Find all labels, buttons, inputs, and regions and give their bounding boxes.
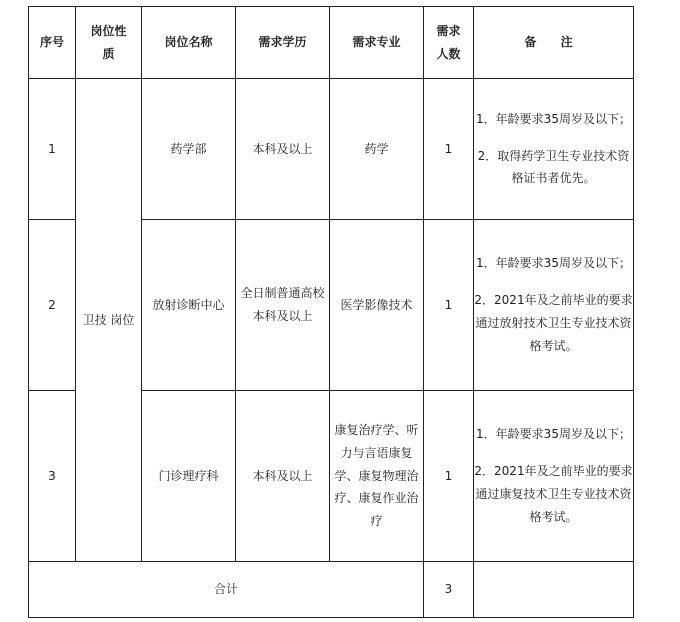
row-name: 放射诊断中心	[142, 220, 236, 391]
header-seq: 序号	[29, 7, 76, 79]
position-nature-cell: 卫技 岗位	[76, 79, 142, 562]
header-major: 需求专业	[330, 7, 424, 79]
row-major: 药学	[330, 79, 424, 220]
row-education: 全日制普通高校本科及以上	[236, 220, 330, 391]
row-seq: 2	[29, 220, 76, 391]
remark-line: 2．取得药学卫生专业技术资格证书者优先。	[477, 148, 630, 186]
total-label: 合计	[29, 562, 424, 618]
remark-line: 1．年龄要求35周岁及以下；	[476, 111, 631, 126]
row-count: 1	[424, 79, 474, 220]
header-name: 岗位名称	[142, 7, 236, 79]
table-header-row	[29, 7, 634, 79]
row-education: 本科及以上	[236, 391, 330, 562]
recruitment-table	[28, 6, 634, 618]
table-row	[29, 79, 634, 220]
remark-line: 1．年龄要求35周岁及以下；	[476, 256, 631, 271]
remark-line: 2．2021年及之前毕业的要求通过康复技术卫生专业技术资格考试。	[474, 464, 633, 524]
row-count: 1	[424, 391, 474, 562]
total-row	[29, 562, 634, 618]
total-count: 3	[424, 562, 474, 618]
row-count: 1	[424, 220, 474, 391]
row-major: 医学影像技术	[330, 220, 424, 391]
row-seq: 3	[29, 391, 76, 562]
row-name: 门诊理疗科	[142, 391, 236, 562]
row-remarks	[474, 220, 634, 391]
total-remarks	[474, 562, 634, 618]
row-seq: 1	[29, 79, 76, 220]
row-name: 药学部	[142, 79, 236, 220]
row-remarks	[474, 79, 634, 220]
header-education: 需求学历	[236, 7, 330, 79]
row-remarks	[474, 391, 634, 562]
remark-line: 1．年龄要求35周岁及以下；	[476, 427, 631, 442]
header-nature: 岗位性质	[76, 7, 142, 79]
remark-line: 2．2021年及之前毕业的要求通过放射技术卫生专业技术资格考试。	[474, 293, 633, 353]
header-remarks	[474, 7, 634, 79]
row-major: 康复治疗学、听力与言语康复学、康复物理治疗、康复作业治疗	[330, 391, 424, 562]
header-count: 需求人数	[424, 7, 474, 79]
row-education: 本科及以上	[236, 79, 330, 220]
header-remarks-label: 备 注	[524, 35, 583, 50]
